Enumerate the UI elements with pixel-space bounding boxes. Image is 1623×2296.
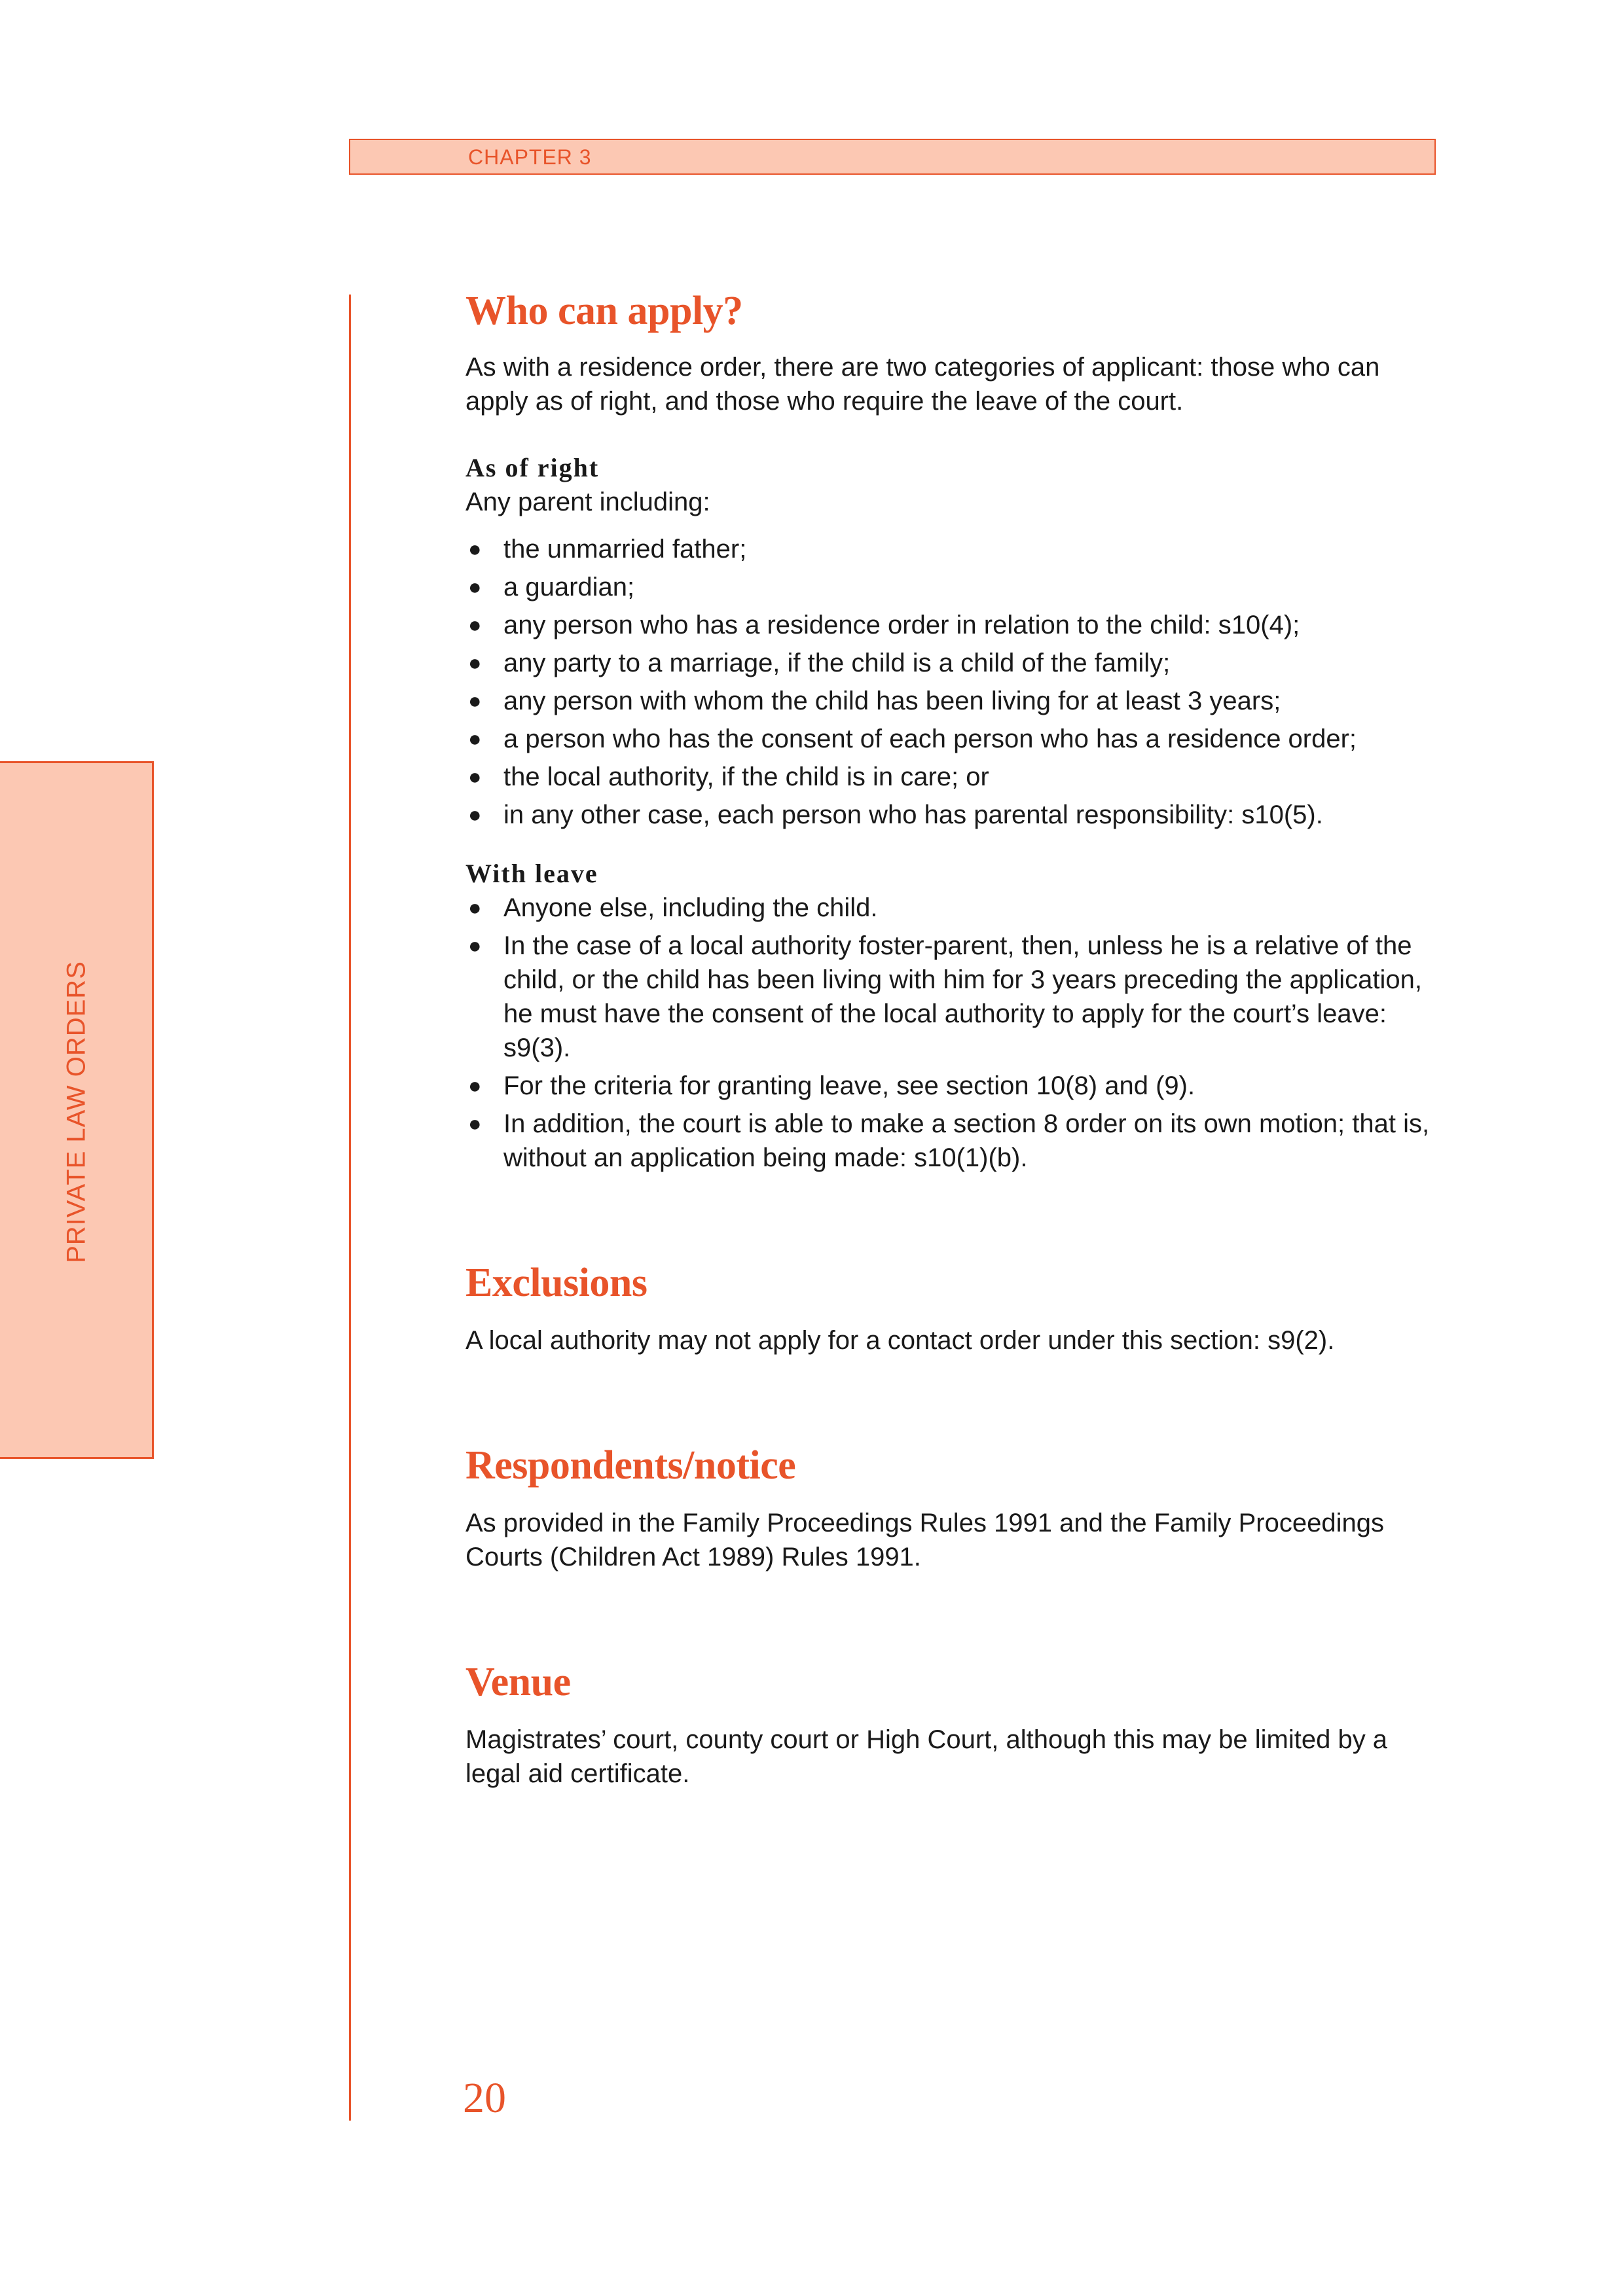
heading-who-can-apply: Who can apply?	[465, 289, 743, 333]
list-item: ● In addition, the court is able to make a section 8 order on its own motion; that is, without an application being made: s10(1)(b).	[465, 1107, 1441, 1175]
bullet-icon: ●	[468, 933, 482, 958]
venue-paragraph: Magistrates’ court, county court or High Court, although this may be limited by a legal aid certificate.	[465, 1725, 1388, 1788]
page-number: 20	[463, 2074, 506, 2122]
list-item: ● a guardian;	[465, 570, 1441, 604]
heading-venue: Venue	[465, 1660, 571, 1704]
bullet-icon: ●	[468, 1073, 482, 1098]
bullet-icon: ●	[468, 802, 482, 827]
with-leave-list	[465, 891, 1441, 1175]
list-item: ● For the criteria for granting leave, see section 10(8) and (9).	[465, 1069, 1441, 1103]
list-item: ● the local authority, if the child is in care; or	[465, 760, 1441, 794]
chapter-header-bar	[349, 139, 1436, 175]
bullet-icon: ●	[468, 651, 482, 675]
bullet-icon: ●	[468, 726, 482, 751]
intro-paragraph: As with a residence order, there are two categories of applicant: those who can apply as of right, and those who require the leave of the court.	[465, 353, 1380, 416]
subheading-as-of-right: As of right	[465, 453, 600, 482]
bullet-icon: ●	[468, 689, 482, 713]
list-item: ● Anyone else, including the child.	[465, 891, 1441, 925]
list-item: ● any person who has a residence order in relation to the child: s10(4);	[465, 608, 1441, 642]
list-item: ● the unmarried father;	[465, 532, 1441, 566]
vertical-rule	[349, 295, 351, 2121]
page-content	[465, 288, 1441, 1791]
list-item: ● in any other case, each person who has parental responsibility: s10(5).	[465, 798, 1441, 832]
side-tab-label: PRIVATE LAW ORDERS	[62, 961, 91, 1263]
as-of-right-lead: Any parent including:	[465, 488, 710, 516]
as-of-right-list	[465, 532, 1441, 832]
heading-respondents-notice: Respondents/notice	[465, 1443, 796, 1488]
exclusions-paragraph: A local authority may not apply for a contact order under this section: s9(2).	[465, 1326, 1335, 1355]
list-item: ● any person with whom the child has been living for at least 3 years;	[465, 684, 1441, 718]
chapter-label: CHAPTER 3	[468, 145, 592, 169]
bullet-icon: ●	[468, 895, 482, 920]
bullet-icon: ●	[468, 537, 482, 562]
list-item: ● In the case of a local authority foster-parent, then, unless he is a relative of the child, or the child has been living with him for 3 years preceding the application, he must have the consent of the local authority to apply for the court’s leave: s9(3).	[465, 929, 1441, 1065]
bullet-icon: ●	[468, 613, 482, 637]
subheading-with-leave: With leave	[465, 859, 598, 888]
bullet-icon: ●	[468, 764, 482, 789]
bullet-icon: ●	[468, 1111, 482, 1136]
bullet-icon: ●	[468, 575, 482, 600]
side-tab	[0, 761, 154, 1459]
heading-exclusions: Exclusions	[465, 1261, 647, 1305]
list-item: ● any party to a marriage, if the child is a child of the family;	[465, 646, 1441, 680]
list-item: ● a person who has the consent of each person who has a residence order;	[465, 722, 1441, 756]
respondents-paragraph: As provided in the Family Proceedings Rules 1991 and the Family Proceedings Courts (Children Act 1989) Rules 1991.	[465, 1509, 1384, 1571]
